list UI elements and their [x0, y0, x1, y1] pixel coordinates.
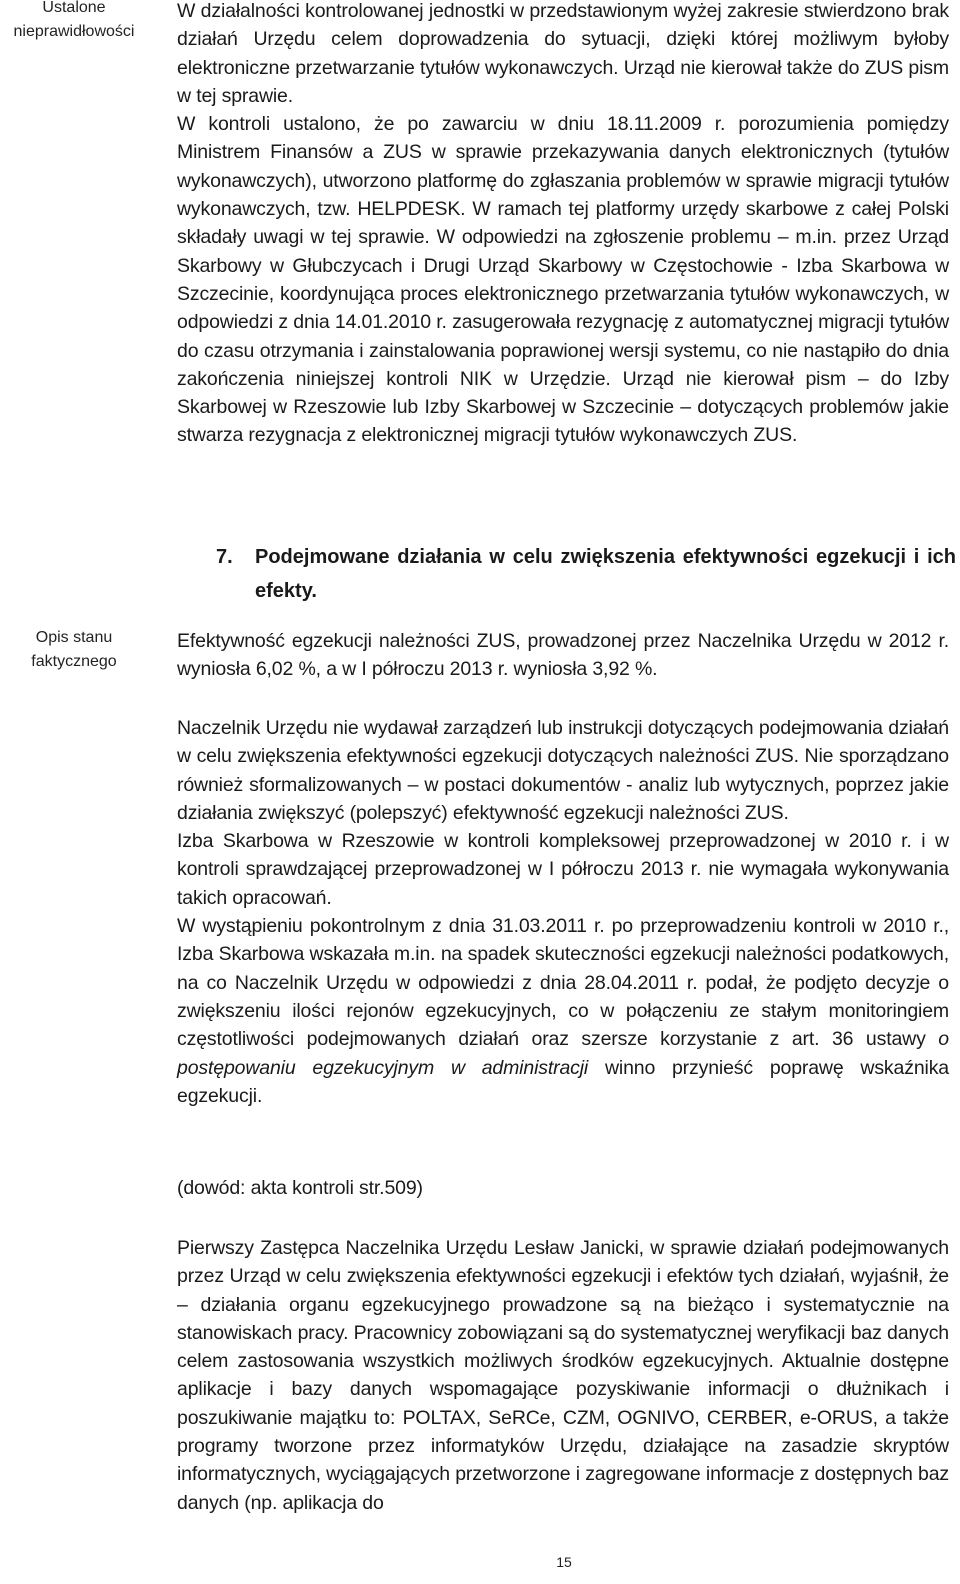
section-number: 7. [216, 546, 233, 568]
wystapienie-text: W wystąpieniu pokontrolnym z dnia 31.03.2011 r. po przeprowadzeniu kontroli w 2010 r., Izba Skarbowa wskazała m.in. na spadek skuteczności egzekucji należności podatkowych, na co Naczelnik Urzędu w odpowiedzi z dnia 28.04.2011 r. podał, że podjęto decyzje o zwiększeniu ilości rejonów egzekucyjnych, co w połączeniu ze stałym monitoringiem częstotliwości podejmowanych działań oraz szersze korzystanie z art. 36 ustawy [177, 915, 949, 1051]
helpdesk-paragraph: W kontroli ustalono, że po zawarciu w dniu 18.11.2009 r. porozumienia pomiędzy Ministrem Finansów a ZUS w sprawie przekazywania danych elektronicznych (tytułów wykonawczych), utworzono platformę do zgłaszania problemów w sprawie migracji tytułów wykonawczych, tzw. HELPDESK. W ramach tej platformy urzędy skarbowe z całej Polski składały uwagi w tej sprawie. W odpowiedzi na zgłoszenie problemu – m.in. przez Urząd Skarbowy w Głubczycach i Drugi Urząd Skarbowy w Częstochowie - Izba Skarbowa w Szczecinie, koordynująca proces elektronicznego przetwarzania tytułów wykonawczych, w odpowiedzi z dnia 14.01.2010 r. zasugerowała rezygnację z automatycznej migracji tytułów do czasu otrzymania i zainstalowania poprawionej wersji systemu, co nie nastąpiło do dnia zakończenia niniejszej kontroli NIK w Urzędzie. Urząd nie kierował pism – do Izby Skarbowej w Rzeszowie lub Izby Skarbowej w Szczecinie – dotyczących problemów jakie stwarza rezygnacja z elektronicznej migracji tytułów wykonawczych ZUS. [177, 113, 949, 447]
deputy-block [177, 1234, 949, 1517]
law-title: o postępowaniu egzekucyjnym w administracji [177, 1028, 949, 1079]
naczelnik-paragraph: Naczelnik Urzędu nie wydawał zarządzeń lub instrukcji dotyczących podejmowania działań w celu zwiększenia efektywności egzekucji dotyczących należności ZUS. Nie sporządzano również sformalizowanych – w postaci dokumentów - analiz lub wytycznych, poprzez jakie działania zwiększyć (polepszyć) efektywność egzekucji należności ZUS. [177, 717, 949, 824]
evidence-block [177, 1174, 949, 1202]
section-heading [216, 540, 956, 608]
margin-label-factual-state: Opis stanu faktycznego [31, 629, 117, 670]
section-title: Podejmowane działania w celu zwiększenia efektywności egzekucji i ich efekty. [255, 546, 956, 602]
top-text-block [177, 0, 949, 450]
deputy-paragraph: Pierwszy Zastępca Naczelnika Urzędu Lesław Janicki, w sprawie działań podejmowanych przez Urząd w celu zwiększenia efektywności egzekucji i efektów tych działań, wyjaśnił, że – działania organu egzekucyjnego prowadzone są na bieżąco i systematycznie na stanowiskach pracy. Pracownicy zobowiązani są do systematycznej weryfikacji baz danych celem zastosowania wszystkich możliwych środków egzekucyjnych. Aktualnie dostępne aplikacje i bazy danych wspomagające pozyskiwanie informacji o dłużnikach i poszukiwanie majątku to: POLTAX, SeRCe, CZM, OGNIVO, CERBER, e-ORUS, a także programy tworzone przez informatyków Urzędu, działające na zasadzie skryptów informatycznych, wyciągających przetworzone i zagregowane informacje z dostępnych baz danych (np. aplikacja do [177, 1237, 949, 1514]
irregularities-paragraph: W działalności kontrolowanej jednostki w przedstawionym wyżej zakresie stwierdzono brak działań Urzędu celem doprowadzenia do sytuacji, dzięki której możliwym byłoby elektroniczne przetwarzanie tytułów wykonawczych. Urząd nie kierował także do ZUS pism w tej sprawie. [177, 0, 949, 107]
page-number: 15 [556, 1554, 572, 1570]
findings-block [177, 714, 949, 1110]
wystapienie-ending: winno przynieść poprawę wskaźnika egzekucji. [177, 1056, 949, 1107]
izba-paragraph: Izba Skarbowa w Rzeszowie w kontroli kompleksowej przeprowadzonej w 2010 r. i w kontroli sprawdzającej przeprowadzonej w I półroczu 2013 r. nie wymagała wykonywania takich opracowań. [177, 830, 949, 909]
efficiency-block [177, 627, 949, 684]
evidence-note: (dowód: akta kontroli str.509) [177, 1177, 423, 1199]
margin-label-irregularities: Ustalone nieprawidłowości [13, 0, 135, 40]
wystapienie-paragraph [177, 912, 949, 1110]
efficiency-paragraph: Efektywność egzekucji należności ZUS, prowadzonej przez Naczelnika Urzędu w 2012 r. wyniosła 6,02 %, a w I półroczu 2013 r. wyniosła 3,92 %. [177, 630, 949, 681]
